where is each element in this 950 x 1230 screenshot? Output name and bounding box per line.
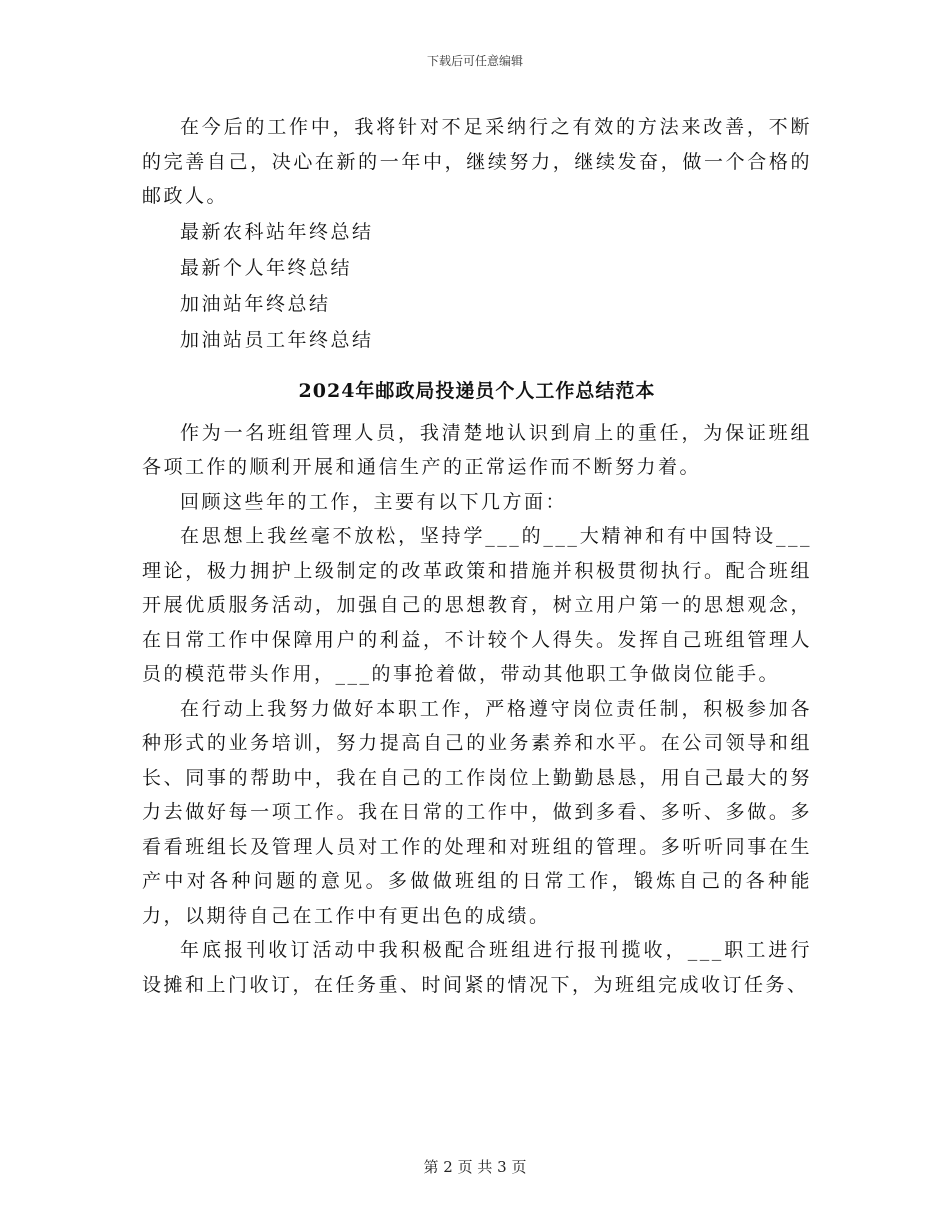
page-number: 第 2 页 共 3 页 [423,1158,527,1176]
body-paragraph: 回顾这些年的工作，主要有以下几方面： [180,490,568,513]
document-body [142,110,812,1002]
body-paragraph: 作为一名班组管理人员，我清楚地认识到肩上的重任，为保证班组各项工作的顺利开展和通信生产的正常运作而不断努力着。 [142,421,812,478]
related-article-link[interactable]: 加油站年终总结 [180,292,331,315]
body-paragraph: 年底报刊收订活动中我积极配合班组进行报刊揽收，___职工进行设摊和上门收订，在任务重、时间紧的情况下，为班组完成收订任务、 [142,939,812,996]
related-article-link[interactable]: 最新农科站年终总结 [180,220,374,243]
related-article-link[interactable]: 最新个人年终总结 [180,256,353,279]
section-title: 2024年邮政局投递员个人工作总结范本 [298,379,656,402]
related-article-link[interactable]: 加油站员工年终总结 [180,328,374,351]
related-articles-list [142,214,812,358]
body-paragraph: 在思想上我丝毫不放松，坚持学___的___大精神和有中国特设___理论，极力拥护上级制定的改革政策和措施并积极贯彻执行。配合班组开展优质服务活动，加强自己的思想教育，树立用户第一的思想观念，在日常工作中保障用户的利益，不计较个人得失。发挥自己班组管理人员的模范带头作用，___的事抢着做，带动其他职工争做岗位能手。 [142,525,812,685]
closing-paragraph: 在今后的工作中，我将针对不足采纳行之有效的方法来改善，不断的完善自己，决心在新的一年中，继续努力，继续发奋，做一个合格的邮政人。 [142,116,812,207]
body-paragraph: 在行动上我努力做好本职工作，严格遵守岗位责任制，积极参加各种形式的业务培训，努力提高自己的业务素养和水平。在公司领导和组长、同事的帮助中，我在自己的工作岗位上勤勤恳恳，用自己最大的努力去做好每一项工作。我在日常的工作中，做到多看、多听、多做。多看看班组长及管理人员对工作的处理和对班组的管理。多听听同事在生产中对各种问题的意见。多做做班组的日常工作，锻炼自己的各种能力，以期待自己在工作中有更出色的成绩。 [142,697,812,927]
page-header: 下载后可任意编辑 [426,54,523,68]
